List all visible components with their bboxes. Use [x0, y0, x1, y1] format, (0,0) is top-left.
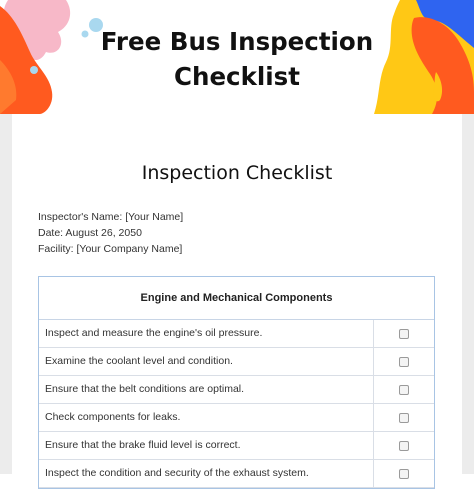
checkbox[interactable] — [399, 357, 409, 367]
inspection-date: Date: August 26, 2050 — [38, 227, 142, 239]
document-title: Inspection Checklist — [141, 162, 333, 184]
inspector-name: Inspector's Name: [Your Name] — [38, 211, 184, 223]
checklist-item-label: Inspect and measure the engine's oil pressure. — [39, 320, 374, 347]
section-header: Engine and Mechanical Components — [39, 277, 434, 320]
checkbox[interactable] — [399, 441, 409, 451]
checklist-row — [39, 404, 434, 432]
banner — [0, 0, 474, 114]
checklist-item-label: Ensure that the belt conditions are optimal. — [39, 376, 374, 403]
checklist-table — [38, 276, 435, 489]
checklist-row — [39, 432, 434, 460]
banner-title-line1: Free Bus Inspection — [100, 27, 374, 56]
checklist-row — [39, 348, 434, 376]
checklist-item-label: Inspect the condition and security of the exhaust system. — [39, 460, 374, 487]
checkbox-cell — [374, 432, 434, 459]
banner-title-line2: Checklist — [174, 62, 300, 91]
inspection-meta — [38, 209, 183, 257]
checkbox[interactable] — [399, 329, 409, 339]
checkbox-cell — [374, 320, 434, 347]
checkbox-cell — [374, 404, 434, 431]
checklist-row — [39, 376, 434, 404]
checkbox[interactable] — [399, 413, 409, 423]
banner-title — [0, 24, 474, 94]
checklist-row — [39, 320, 434, 348]
facility-name: Facility: [Your Company Name] — [38, 243, 183, 255]
checkbox-cell — [374, 376, 434, 403]
checkbox-cell — [374, 348, 434, 375]
checklist-row — [39, 460, 434, 488]
checklist-item-label: Examine the coolant level and condition. — [39, 348, 374, 375]
checkbox[interactable] — [399, 385, 409, 395]
checklist-item-label: Ensure that the brake fluid level is correct. — [39, 432, 374, 459]
checklist-item-label: Check components for leaks. — [39, 404, 374, 431]
